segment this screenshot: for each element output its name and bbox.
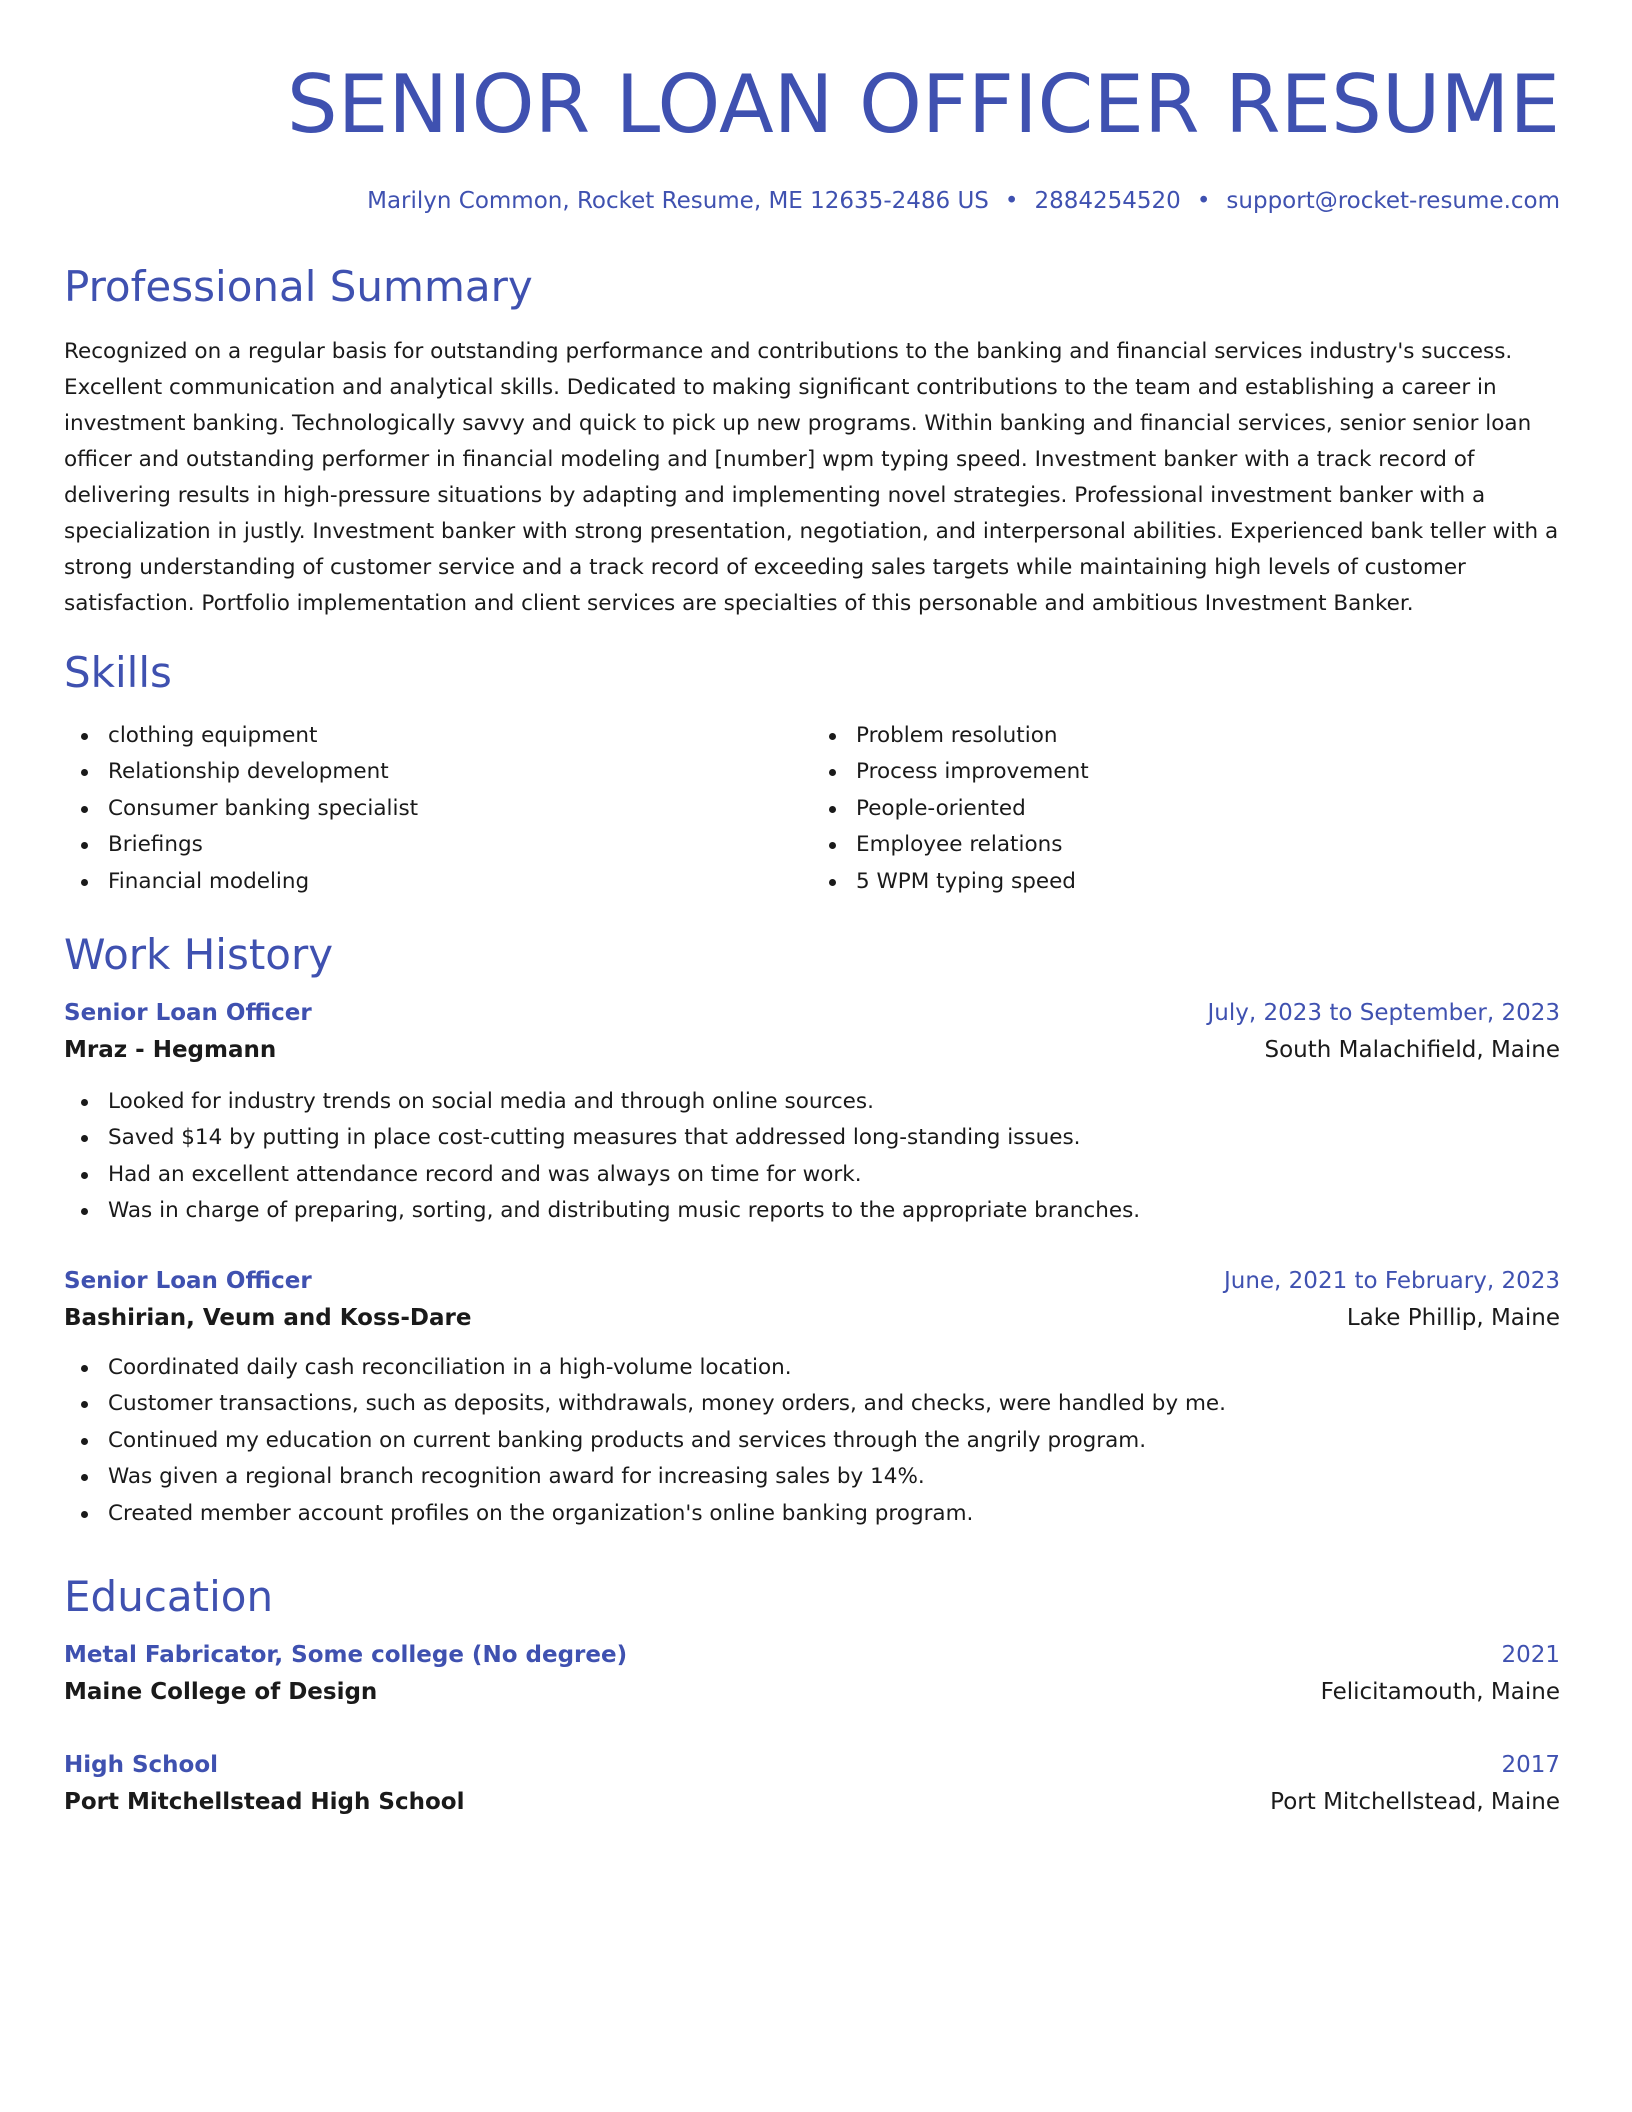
contact-phone: 2884254520: [1034, 188, 1181, 214]
contact-address: Marilyn Common, Rocket Resume, ME 12635-2486 US: [367, 188, 989, 214]
job-company: Bashirian, Veum and Koss-Dare: [64, 1305, 472, 1331]
skill-item: Consumer banking specialist: [108, 791, 812, 827]
skills-list: [64, 718, 1560, 900]
skills-column-right: [812, 718, 1560, 900]
work-history-heading: Work History: [64, 930, 334, 979]
contact-separator: •: [1004, 188, 1019, 214]
skill-item: clothing equipment: [108, 718, 812, 754]
education-location: Port Mitchellstead, Maine: [1270, 1789, 1560, 1815]
skill-item: Problem resolution: [856, 718, 1560, 754]
skill-item: 5 WPM typing speed: [856, 864, 1560, 900]
resume-page: [64, 0, 1560, 1815]
resume-title: SENIOR LOAN OFFICER RESUME: [286, 58, 1560, 151]
education-entry: [64, 1748, 1560, 1822]
education-year: 2021: [1501, 1642, 1560, 1668]
education-school: Port Mitchellstead High School: [64, 1789, 465, 1815]
job-location: Lake Phillip, Maine: [1346, 1305, 1560, 1331]
education-school: Maine College of Design: [64, 1679, 378, 1705]
job-dates: July, 2023 to September, 2023: [1207, 1000, 1560, 1026]
skills-heading: Skills: [64, 648, 172, 697]
job-bullet: Had an excellent attendance record and was always on time for work.: [108, 1157, 1560, 1193]
summary-text: Recognized on a regular basis for outstanding performance and contributions to the banking and financial services industry's success. Excellent communication and analytical skills. Dedicated to making significant contributions to the team and establishing a career in investment banking. Technologically savvy and quick to pick up new programs. Within banking and financial services, senior senior loan officer and outstanding performer in financial modeling and [number] wpm typing speed. Investment banker with a track record of delivering results in high-pressure situations by adapting and implementing novel strategies. Professional investment banker with a specialization in justly. Investment banker with strong presentation, negotiation, and interpersonal abilities. Experienced bank teller with a strong understanding of customer service and a track record of exceeding sales targets while maintaining high levels of customer satisfaction. Portfolio implementation and client services are specialties of this personable and ambitious Investment Banker.: [64, 339, 1559, 616]
summary-heading: Professional Summary: [64, 262, 533, 311]
job-bullet: Customer transactions, such as deposits, withdrawals, money orders, and checks, were handled by me.: [108, 1386, 1560, 1422]
skill-item: Process improvement: [856, 754, 1560, 790]
job-company: Mraz - Hegmann: [64, 1037, 277, 1063]
job-bullet: Looked for industry trends on social media and through online sources.: [108, 1084, 1560, 1120]
job-entry: [64, 1264, 1560, 1532]
skill-item: Relationship development: [108, 754, 812, 790]
education-degree: High School: [64, 1752, 219, 1778]
skills-column-left: [64, 718, 812, 900]
job-location: South Malachifield, Maine: [1264, 1037, 1560, 1063]
contact-line: [64, 186, 1560, 216]
job-dates: June, 2021 to February, 2023: [1223, 1268, 1560, 1294]
job-bullet: Coordinated daily cash reconciliation in a high-volume location.: [108, 1350, 1560, 1386]
job-title: Senior Loan Officer: [64, 1268, 312, 1294]
skill-item: People-oriented: [856, 791, 1560, 827]
job-bullet: Continued my education on current banking products and services through the angrily program.: [108, 1423, 1560, 1459]
job-title: Senior Loan Officer: [64, 1000, 312, 1026]
skill-item: Financial modeling: [108, 864, 812, 900]
education-heading: Education: [64, 1572, 274, 1621]
job-bullet: Was given a regional branch recognition award for increasing sales by 14%.: [108, 1459, 1560, 1495]
job-bullet: Saved $14 by putting in place cost-cutting measures that addressed long-standing issues.: [108, 1120, 1560, 1156]
job-bullet: Created member account profiles on the organization's online banking program.: [108, 1496, 1560, 1532]
education-degree: Metal Fabricator, Some college (No degree): [64, 1642, 628, 1668]
contact-separator: •: [1196, 188, 1211, 214]
job-entry: [64, 996, 1560, 1230]
contact-email: support@rocket-resume.com: [1226, 188, 1560, 214]
job-bullets: [64, 1350, 1560, 1532]
job-bullet: Was in charge of preparing, sorting, and distributing music reports to the appropriate branches.: [108, 1193, 1560, 1229]
education-location: Felicitamouth, Maine: [1320, 1679, 1560, 1705]
skill-item: Employee relations: [856, 827, 1560, 863]
education-year: 2017: [1501, 1752, 1560, 1778]
skill-item: Briefings: [108, 827, 812, 863]
education-entry: [64, 1638, 1560, 1712]
job-bullets: [64, 1084, 1560, 1230]
